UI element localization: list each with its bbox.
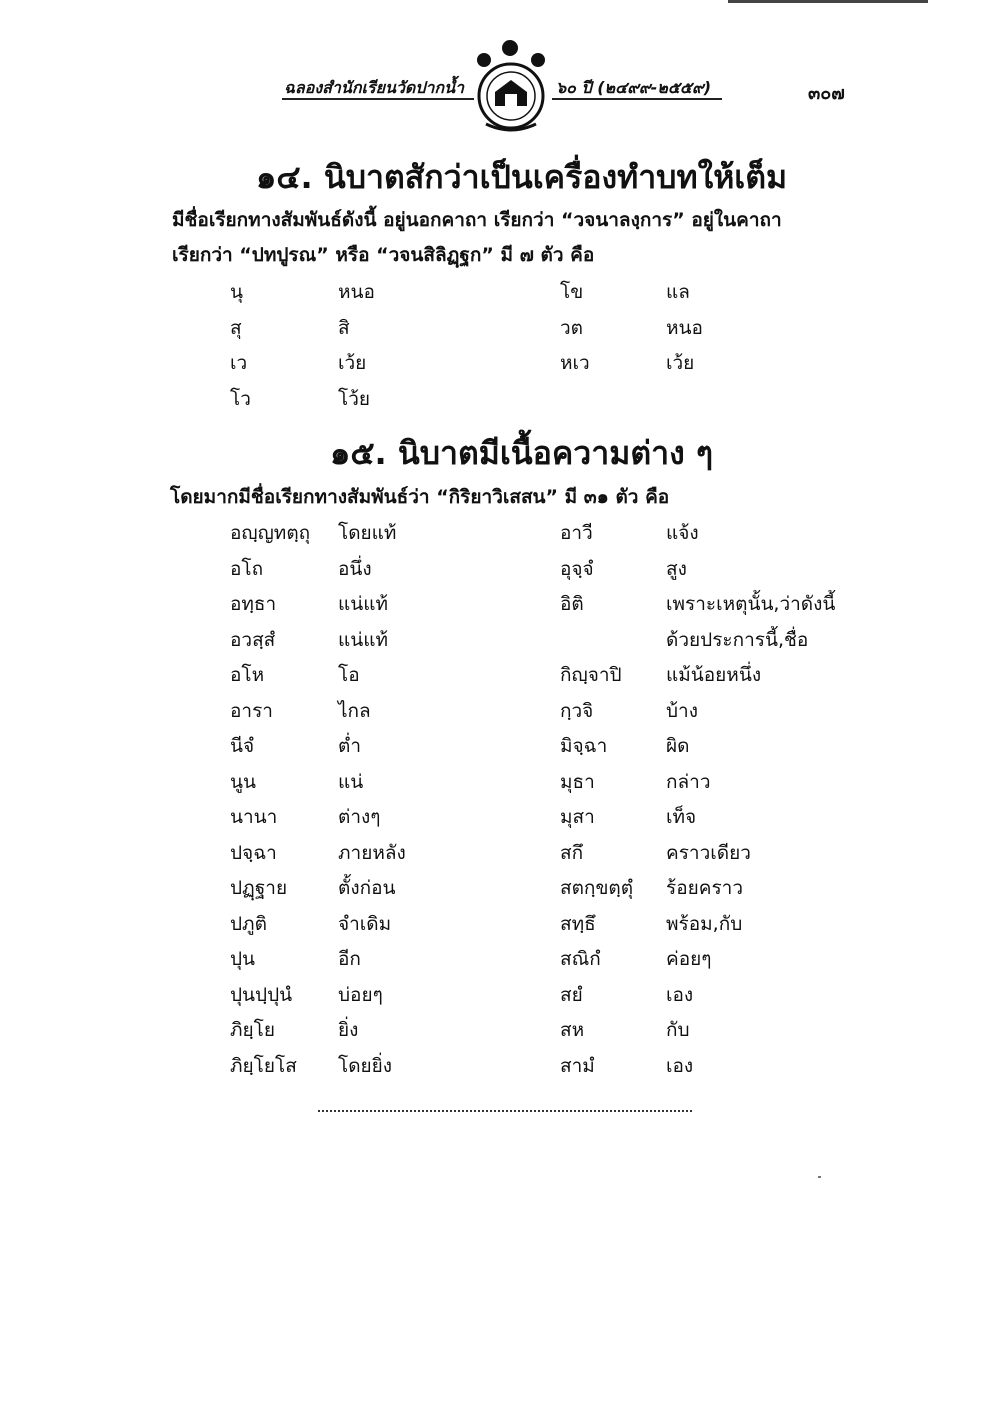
page-header xyxy=(0,40,1000,140)
thai-meaning: ภายหลัง xyxy=(338,841,406,864)
pali-word: วต xyxy=(560,316,584,339)
thai-meaning: โดยยิ่ง xyxy=(338,1054,393,1077)
thai-meaning: แล xyxy=(666,281,690,303)
temple-emblem-logo xyxy=(466,40,556,136)
thai-meaning: สูง xyxy=(666,557,687,580)
page-number: ๓๐๗ xyxy=(808,83,845,104)
pali-word: โว xyxy=(230,387,251,410)
section-14-intro-line-2: เรียกว่า “ปทปูรณ” หรือ “วจนสิลิฏฺฐก” มี ๗ ตัว คือ xyxy=(172,244,595,266)
thai-meaning: อีก xyxy=(338,948,361,970)
pali-word: หเว xyxy=(560,352,590,374)
thai-meaning: แน่ xyxy=(338,770,364,793)
section-14-heading: ๑๔. นิบาตสักว่าเป็นเครื่องทำบทให้เต็ม xyxy=(256,158,788,196)
thai-meaning: ผิด xyxy=(666,735,690,757)
pali-word: อารา xyxy=(230,699,273,722)
thai-meaning: สิ xyxy=(338,316,350,339)
pali-word: นีจํ xyxy=(230,735,255,757)
pali-word: สห xyxy=(560,1019,585,1041)
pali-word: สยํ xyxy=(560,983,583,1006)
thai-meaning: จำเดิม xyxy=(338,912,392,935)
pali-word: สุ xyxy=(230,316,242,339)
thai-meaning: โอ xyxy=(338,664,360,686)
pali-word: มิจฺฉา xyxy=(560,735,608,757)
thai-meaning: แจ้ง xyxy=(666,522,699,544)
top-edge-rule xyxy=(728,0,928,3)
header-right-text: ๖๐ ปี (๒๔๙๙-๒๕๕๙) xyxy=(556,78,712,97)
pali-word: อุจฺจํ xyxy=(560,557,594,580)
pali-word: สณิกํ xyxy=(560,948,601,970)
section-15-heading: ๑๕. นิบาตมีเนื้อความต่าง ๆ xyxy=(330,434,714,472)
thai-meaning: เท็จ xyxy=(666,806,697,828)
thai-meaning: ด้วยประการนี้,ชื่อ xyxy=(666,628,809,651)
thai-meaning: โว้ย xyxy=(338,387,371,410)
thai-meaning: เพราะเหตุนั้น,ว่าดังนี้ xyxy=(666,593,836,615)
thai-meaning: โดยแท้ xyxy=(338,522,397,544)
header-left-text: ฉลองสำนักเรียนวัดปากน้ำ xyxy=(284,78,464,97)
thai-meaning: แน่แท้ xyxy=(338,628,389,651)
thai-meaning: อนึ่ง xyxy=(338,557,372,580)
thai-meaning: เว้ย xyxy=(338,352,367,374)
pali-word: กิญฺจาปิ xyxy=(560,664,622,686)
pali-word: สตกฺขตฺตุํ xyxy=(560,877,634,899)
section-15-intro: โดยมากมีชื่อเรียกทางสัมพันธ์ว่า “กิริยาวิเสสน” มี ๓๑ ตัว คือ xyxy=(170,486,670,508)
pali-word: ปฏฺฐาย xyxy=(230,877,288,899)
end-dotted-rule xyxy=(318,1110,692,1112)
thai-meaning: ค่อยๆ xyxy=(666,948,712,970)
thai-meaning: กับ xyxy=(666,1019,690,1041)
pali-word: เว xyxy=(230,352,248,374)
pali-word: อโถ xyxy=(230,557,264,580)
pali-word: นูน xyxy=(230,770,256,793)
pali-word: อทฺธา xyxy=(230,593,277,615)
thai-meaning: หนอ xyxy=(666,316,703,339)
pali-word: สทฺธึ xyxy=(560,912,596,935)
pali-word: โข xyxy=(560,281,584,303)
pali-word: ปภูติ xyxy=(230,912,267,935)
header-left-underline xyxy=(282,98,474,100)
thai-meaning: แน่แท้ xyxy=(338,593,389,615)
thai-meaning: ร้อยคราว xyxy=(666,877,744,899)
pali-word: มุสา xyxy=(560,806,595,828)
pali-word: ปุน xyxy=(230,948,256,970)
section-14-intro-line-1: มีชื่อเรียกทางสัมพันธ์ดังนี้ อยู่นอกคาถา เรียกว่า “วจนาลงฺการ” อยู่ในคาถา xyxy=(172,209,782,231)
thai-meaning: กล่าว xyxy=(666,770,711,793)
thai-meaning: คราวเดียว xyxy=(666,841,751,864)
thai-meaning: หนอ xyxy=(338,281,375,303)
pali-word: อาวี xyxy=(560,522,593,544)
thai-meaning: พร้อม,กับ xyxy=(666,912,743,935)
scan-speck xyxy=(818,1176,821,1178)
thai-meaning: ต่ำ xyxy=(338,735,362,757)
pali-word: อวสฺสํ xyxy=(230,628,276,651)
thai-meaning: เอง xyxy=(666,1054,694,1077)
thai-meaning: บ่อยๆ xyxy=(338,983,383,1006)
thai-meaning: เว้ย xyxy=(666,352,695,374)
thai-meaning: บ้าง xyxy=(666,699,699,722)
thai-meaning: ไกล xyxy=(338,699,371,722)
pali-word: มุธา xyxy=(560,770,595,793)
header-right-underline xyxy=(552,98,722,100)
thai-meaning: เอง xyxy=(666,983,694,1006)
thai-meaning: ตั้งก่อน xyxy=(338,877,396,899)
pali-word: อญฺญทตฺถุ xyxy=(230,522,311,544)
pali-word: สกึ xyxy=(560,841,584,864)
pali-word: กฺวจิ xyxy=(560,699,594,722)
thai-meaning: ยิ่ง xyxy=(338,1019,359,1041)
pali-word: อิติ xyxy=(560,593,584,615)
pali-word: นุ xyxy=(230,281,243,303)
pali-word: ปุนปฺปุนํ xyxy=(230,983,293,1006)
pali-word: ปจฺฉา xyxy=(230,841,277,864)
pali-word: ภิยฺโยโส xyxy=(230,1054,297,1077)
pali-word: ภิยฺโย xyxy=(230,1019,275,1041)
pali-word: สามํ xyxy=(560,1054,595,1077)
pali-word: อโห xyxy=(230,664,265,686)
thai-meaning: แม้น้อยหนึ่ง xyxy=(666,664,762,686)
thai-meaning: ต่างๆ xyxy=(338,806,381,828)
pali-word: นานา xyxy=(230,806,278,828)
